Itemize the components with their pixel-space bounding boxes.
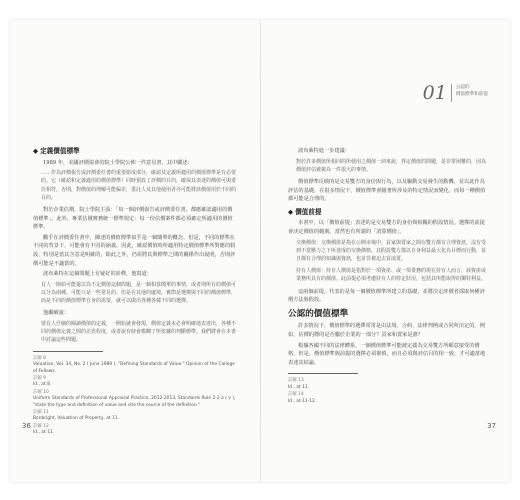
section-heading-premise: ◆ 價值前提	[288, 208, 488, 217]
block-quote: 對於許多價值所相同的所使用之價值一詞來說，界定價值的問題，是非常困難的，因為價值評估被視為一件很大的事情。	[296, 158, 487, 173]
paragraph: 本書中，以「價值前提」表述的是交易雙方的身份與相關的假設情況。選擇的前提會決定價值的範圍，當然也有所謂的「清算價值」。	[288, 220, 485, 235]
paragraph: 波布萊特進一步建議：	[298, 148, 350, 154]
footnote: 註解 11 Bonbright, Valuation of Property, at 11.	[33, 409, 120, 422]
left-page-content	[33, 143, 237, 437]
footnotes	[33, 356, 237, 437]
left-page	[10, 20, 260, 482]
block-quote: 當有人仔細的閱讀價值的定義，一開始就會發現，價值定義未必會明確地表達出，各種不同的價值定義之間的差異程度，或者說有時會模糊了所依據的判斷標準。我們將會在本書中討論這些問題。	[41, 320, 237, 344]
right-page	[261, 20, 510, 482]
paragraph: 這兩個前提，代表的是每一個價值標準所建立的基礎，並將決定評價者採取何種評價方法與假設。	[288, 288, 485, 304]
paragraph: 價值標準反映的是交易雙方的身份與行為，以及驅動交易發生的動機，並以此作為評估的基礎。在很多情況下，價值標準會隨著所涉及的特定情況而變化，而每一種價值都可能是合理的。	[288, 179, 486, 203]
paragraph: 對於企業估價，院士學院主張：「每一個評價報告或評價委任書，都應確認適用的價值標準」。此外，專業估價實務統一標準規定：每一份估價案件都必須確定所適用的價值標準。	[33, 207, 233, 231]
footnote-rule	[33, 351, 103, 352]
block-quote: 持有人價值：持有人價值是指對於一項資產、或一項業務的現在持有人而言，該資產或業務所具有的價值。此前提必須考慮持有人的特定狀況，包括其所能取得的獨特利益。	[296, 268, 487, 283]
footnotes	[288, 378, 488, 405]
footnote: 註解 14 Id., at 11-12.	[288, 392, 317, 404]
footnote-rule	[288, 373, 358, 374]
block-quote: 交換價值：交換價值是指在公開市場中，買家與賣家之間在雙方都有合理資訊、沒有受到不當壓力之下所達成的交換價格。其假設雙方都以自身利益最大化為目標而行動，並且都有合理的知識與資訊，也並非被迫去買或賣。	[296, 239, 487, 262]
footnote: 註解 9 Id., at 8.	[33, 375, 52, 388]
paragraph: 許多情況下，價值標準的選擇常常是由法規、合約、法律判例或合同所決定的。例如，估價的標的是否屬於企業的一部分？買家和賣家是誰？	[288, 323, 485, 338]
right-page-content	[288, 147, 488, 406]
block-quote: 有人一開始可能還以為不定價值這個問題，是一個相當簡單的事情。或者則所有的價值可以分為兩種。可能只是一些常見的、但是在其他的處境，實際是選擇與不同的價值標準，而是不同的價值標準自身的需要，就可以做出各種各樣不同的選擇。	[41, 281, 237, 305]
footnote: 註解 8 Valuation, Vol. 34, No. 2 ( June 1989 ), "Defining Standards of Value." Opinion of the College of Fellows.	[33, 355, 235, 374]
paragraph: 觀乎在評價委任書中，陳述的價值標準似乎是一個簡單的概念，但是，不同的標準在不同的背景下，可能會有不同的涵義。因此，確認價值時所適用特定價值標準所對應的假設，特別是當其含意是明確的，除此之外，仍需將其與標準之間的關係作出說明，否則評價可能是不適當的。	[33, 234, 236, 267]
chapter-title: 公認的 價值標準和前提	[455, 85, 488, 97]
chapter-number: 01	[422, 82, 447, 104]
header-divider	[451, 84, 452, 102]
block-quote: ……作為評價報告或評價委任書的重要組成部分，確認及定義所適用的價值標準是有必要的。它（確認和定義適用的價值標準）同時預設了評價的目的，確保其表達的價值可與委任相符。否則，對價值的理解可能偏差，委託人及其他使用者亦可能將該價值用於不同的目的。	[41, 170, 237, 201]
book-spread	[10, 20, 510, 482]
paragraph: 1989 年，美國評價協會的院士學院公佈一件意見書，其中闡述：	[43, 159, 193, 166]
section-heading-recognized-standards: 公認的價值標準	[288, 308, 349, 319]
page-number-left: 36	[22, 422, 31, 430]
footnote: 註解 13 Id., at 11.	[288, 378, 310, 390]
running-header	[423, 84, 488, 102]
section-heading-define-standards: ◆ 定義價值標準	[33, 147, 237, 156]
footnote: 註解 10 Uniform Standards of Professional Appraisal Practice, 2012-2013, Standards Rule 2-2 a ( v ), "state the type and definition of value and cite the source of the definition."	[33, 389, 236, 408]
paragraph: 根據各國不同的法律體系，一個價值標準可能被定義為交易雙方所願意接受的價格。但是，價值標準與前提的選擇必須審慎，而且必須與評估目的相一致，才可適當地表達其結論。	[288, 342, 486, 366]
paragraph: 他繼續說：	[43, 310, 69, 317]
page-number-right: 37	[487, 422, 496, 430]
paragraph: 波布萊特在這個問題上有疑好的詮釋，他寫道：	[43, 271, 152, 278]
footnote: 註解 12 Id., at 11.	[33, 423, 55, 436]
